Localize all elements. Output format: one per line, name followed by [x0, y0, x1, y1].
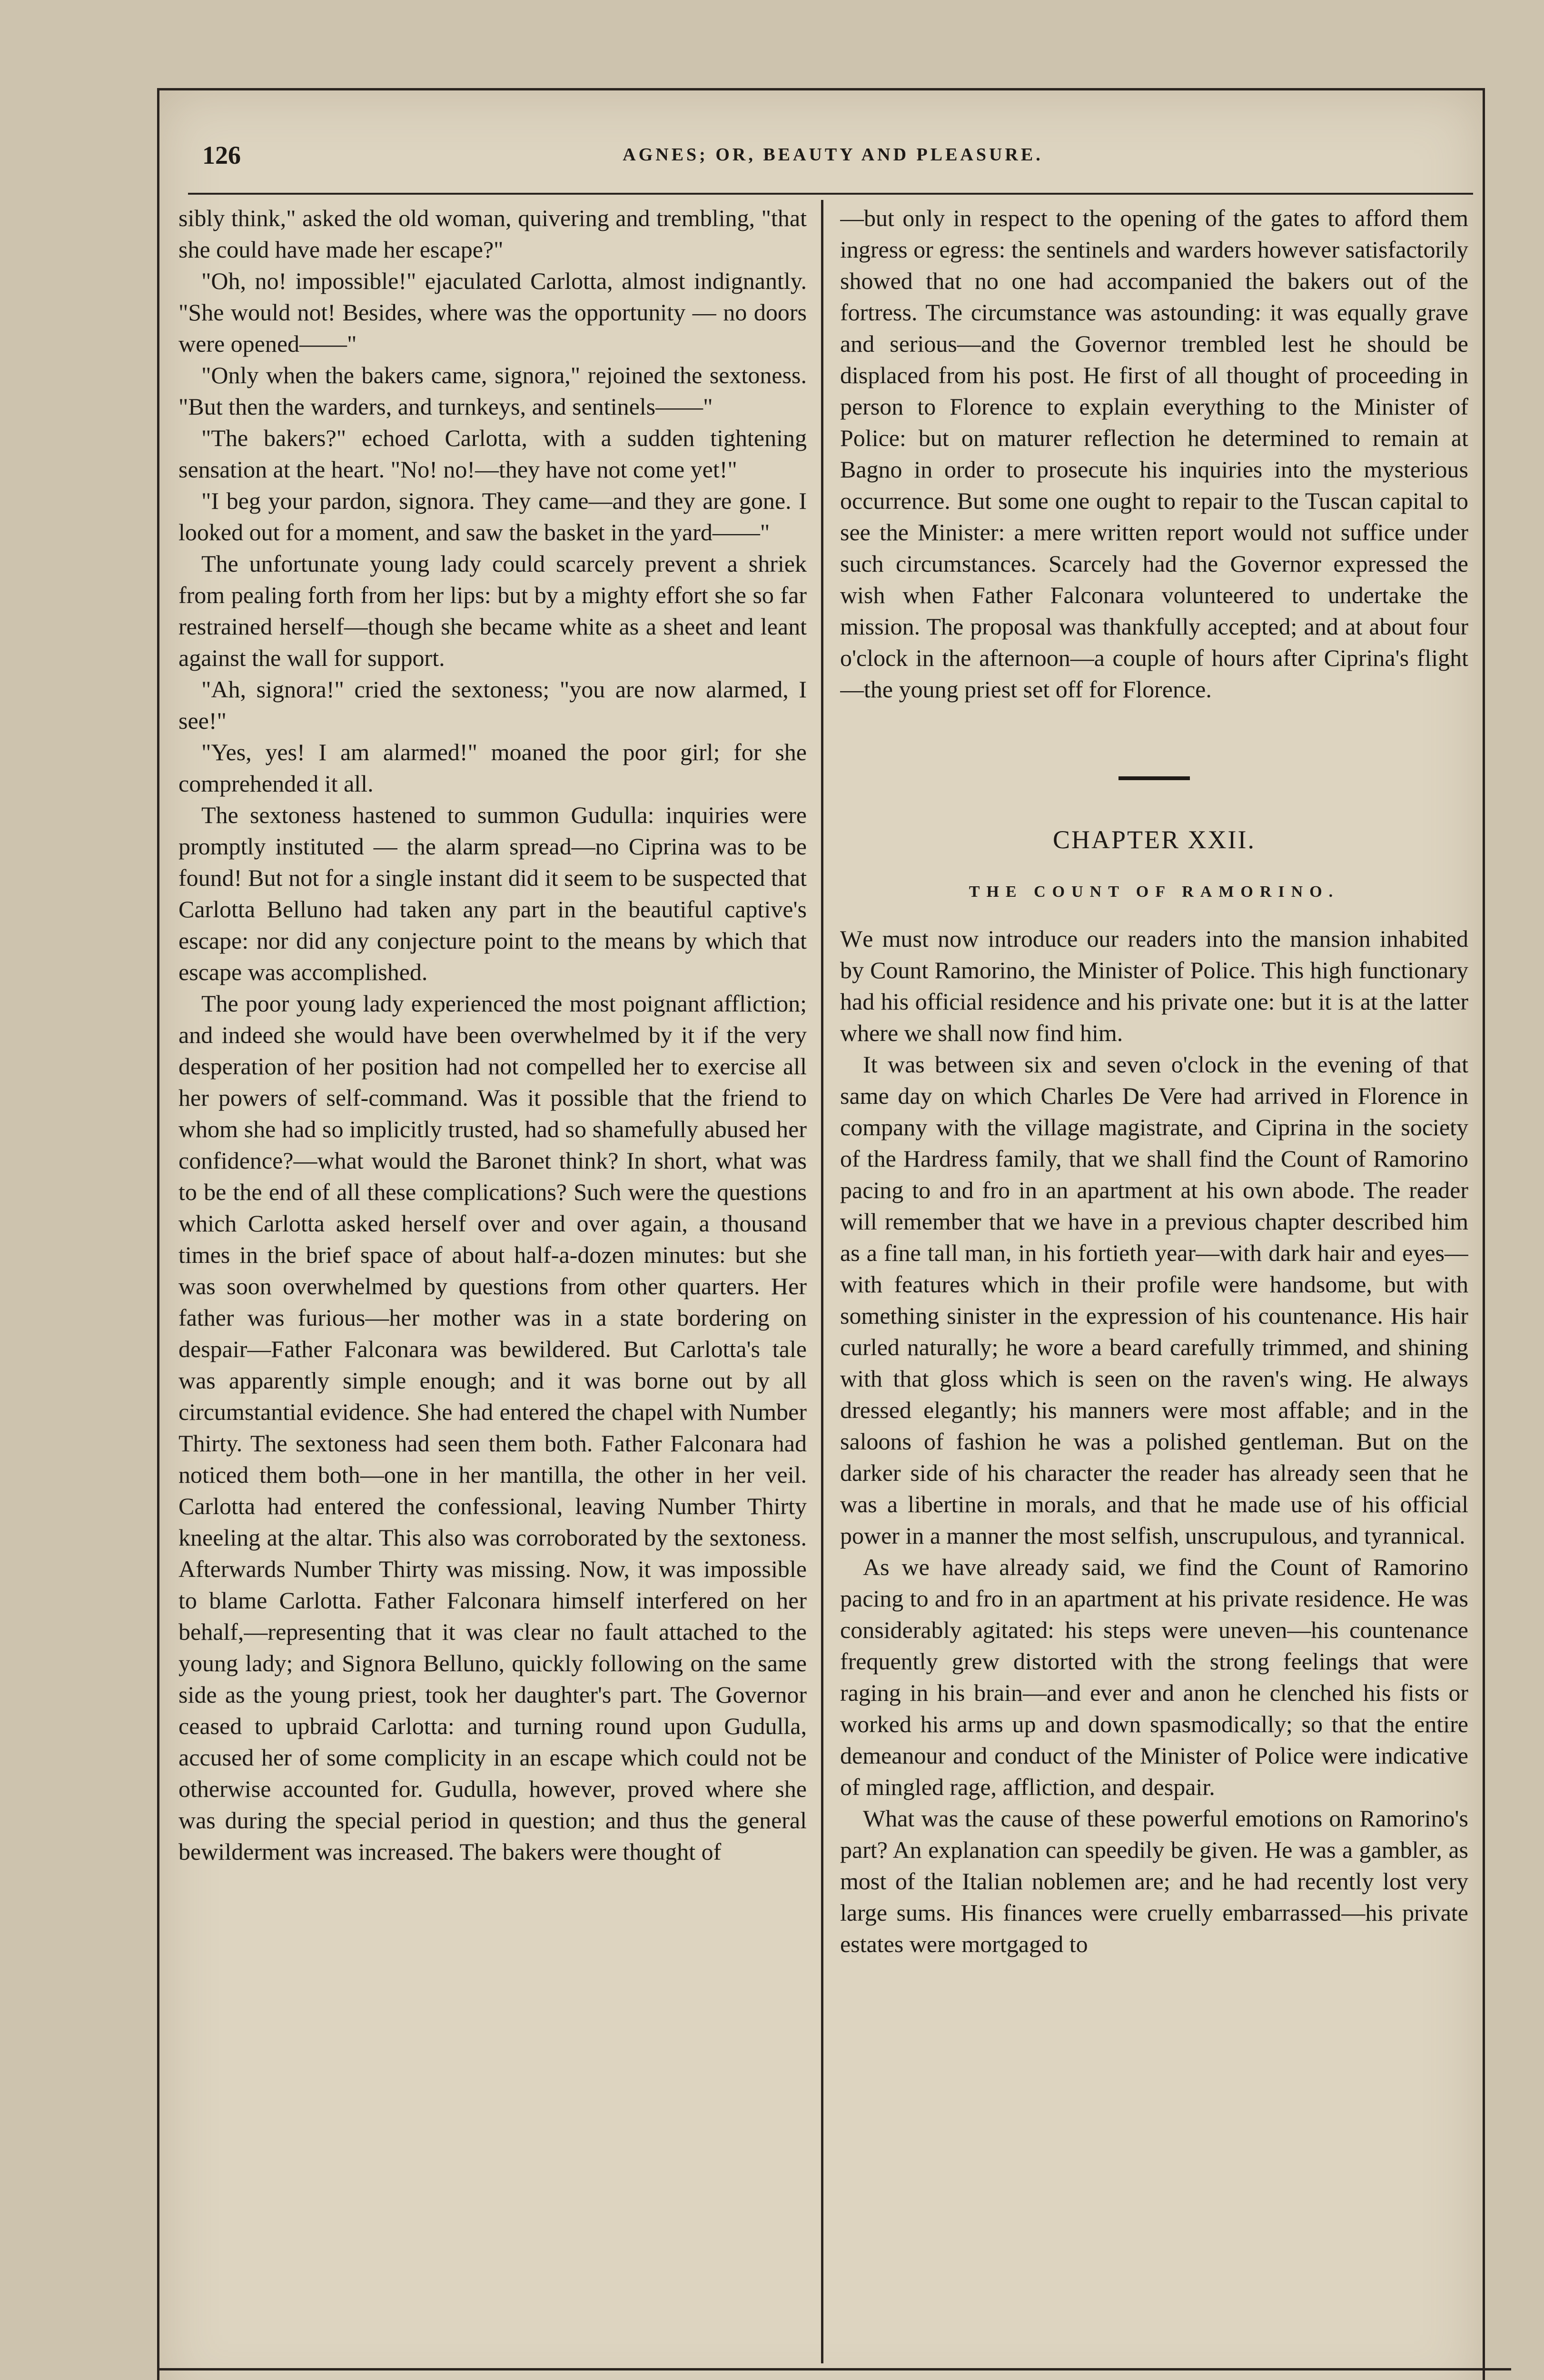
left-column	[178, 202, 807, 2363]
chapter-subtitle: THE COUNT OF RAMORINO.	[969, 883, 1340, 901]
paragraph: —but only in respect to the opening of the gates to afford them ingress or egress: the sentinels and warders however satisfactorily showed that no one had accompanied the bakers out of the fortress. The circumstance was astounding: it was equally grave and serious—and the Governor trembled lest he should be displaced from his post. He first of all thought of proceeding in person to Florence to explain everything to the Minister of Police: but on maturer reflection he determined to remain at Bagno in order to prosecute his inquiries into the mysterious occurrence. But some one ought to repair to the Tuscan capital to see the Minister: a mere written report would not suffice under such circumstances. Scarcely had the Governor expressed the wish when Father Falconara volunteered to undertake the mission. The proposal was thankfully accepted; and at about four o'clock in the afternoon—a couple of hours after Ciprina's flight—the young priest set off for Florence.	[840, 205, 1468, 703]
paragraph: "Oh, no! impossible!" ejaculated Carlotta, almost indignantly. "She would not! Besides, where was the opportunity — no doors were opened——"	[178, 268, 807, 357]
paragraph: It was between six and seven o'clock in the evening of that same day on which Charles De Vere had arrived in Florence in company with the village magistrate, and Ciprina in the society of the Hardress family, that we shall find the Count of Ramorino pacing to and fro in an apartment at his own abode. The reader will remember that we have in a previous chapter described him as a fine tall man, in his fortieth year—with dark hair and eyes—with features which in their profile were handsome, but with something sinister in the expression of his countenance. His hair curled naturally; he wore a beard carefully trimmed, and shining with that gloss which is seen on the raven's wing. He always dressed elegantly; his manners were most affable; and in the saloons of fashion he was a polished gentleman. But on the darker side of his character the reader has already seen that he was a libertine in morals, and that he made use of his official power in a manner the most selfish, unscrupulous, and tyrannical.	[840, 1051, 1468, 1549]
footer-rule	[159, 2368, 1511, 2370]
book-page	[157, 88, 1485, 2380]
paragraph: As we have already said, we find the Count of Ramorino pacing to and fro in an apartment at his private residence. He was considerably agitated: his steps were uneven—his countenance frequently grew distorted with the strong feelings that were raging in his brain—and ever and anon he clenched his fists or worked his arms up and down spasmodically; so that the entire demeanour and conduct of the Minister of Police were indicative of mingled rage, affliction, and despair.	[840, 1554, 1468, 1800]
paragraph: The poor young lady experienced the most poignant affliction; and indeed she would have been overwhelmed by it if the very desperation of her position had not compelled her to exercise all her powers of self-command. Was it possible that the friend to whom she had so implicitly trusted, had so shamefully abused her confidence?—what would the Baronet think? In short, what was to be the end of all these complications? Such were the questions which Carlotta asked herself over and over again, a thousand times in the brief space of about half-a-dozen minutes: but she was soon overwhelmed by questions from other quarters. Her father was furious—her mother was in a state bordering on despair—Father Falconara was bewildered. But Carlotta's tale was apparently simple enough; and it was borne out by all circumstantial evidence. She had entered the chapel with Number Thirty. The sextoness had seen them both. Father Falconara had noticed them both—one in her mantilla, the other in her veil. Carlotta had entered the confessional, leaving Number Thirty kneeling at the altar. This also was corroborated by the sextoness. Afterwards Number Thirty was missing. Now, it was impossible to blame Carlotta. Father Falconara himself interfered on her behalf,—representing that it was clear no fault attached to the young lady; and Signora Belluno, quickly following on the same side as the young priest, took her daughter's part. The Governor ceased to upbraid Carlotta: and turning round upon Gudulla, accused her of some complicity in an escape which could not be otherwise accounted for. Gudulla, however, proved where she was during the special period in question; and thus the general bewilderment was increased. The bakers were thought of	[178, 990, 807, 1865]
column-divider	[821, 200, 823, 2363]
paragraph: "I beg your pardon, signora. They came—and they are gone. I looked out for a moment, and saw the basket in the yard——"	[178, 487, 807, 545]
header-rule	[188, 193, 1473, 195]
paragraph: "The bakers?" echoed Carlotta, with a sudden tightening sensation at the heart. "No! no!—they have not come yet!"	[178, 425, 807, 483]
running-title: AGNES; OR, BEAUTY AND PLEASURE.	[623, 145, 1043, 165]
paragraph: The unfortunate young lady could scarcely prevent a shriek from pealing forth from her lips: but by a mighty effort she so far restrained herself—though she became white as a sheet and leant against the wall for support.	[178, 550, 807, 671]
paragraph: "Ah, signora!" cried the sextoness; "you are now alarmed, I see!"	[178, 676, 807, 734]
paragraph: The sextoness hastened to summon Gudulla: inquiries were promptly instituted — the alarm spread—no Ciprina was to be found! But not for a single instant did it seem to be suspected that Carlotta Belluno had taken any part in the beautiful captive's escape: nor did any conjecture point to the means by which that escape was accomplished.	[178, 802, 807, 985]
paragraph: "Yes, yes! I am alarmed!" moaned the poor girl; for she comprehended it all.	[178, 739, 807, 797]
page-number: 126	[202, 141, 241, 169]
paragraph: We must now introduce our readers into the mansion inhabited by Count Ramorino, the Minister of Police. This high functionary had his official residence and his private one: but it is at the latter where we shall now find him.	[840, 925, 1468, 1046]
section-ornament-rule	[1118, 776, 1190, 780]
paragraph: What was the cause of these powerful emotions on Ramorino's part? An explanation can speedily be given. He was a gambler, as most of the Italian noblemen are; and he had recently lost very large sums. His finances were cruelly embarrassed—his private estates were mortgaged to	[840, 1805, 1468, 1957]
chapter-title: CHAPTER XXII.	[1053, 825, 1256, 854]
paragraph: "Only when the bakers came, signora," rejoined the sextoness. "But then the warders, and turnkeys, and sentinels——"	[178, 362, 807, 420]
right-column	[840, 202, 1468, 2363]
paragraph: sibly think," asked the old woman, quivering and trembling, "that she could have made her escape?"	[178, 205, 807, 263]
page-header	[202, 140, 1464, 183]
